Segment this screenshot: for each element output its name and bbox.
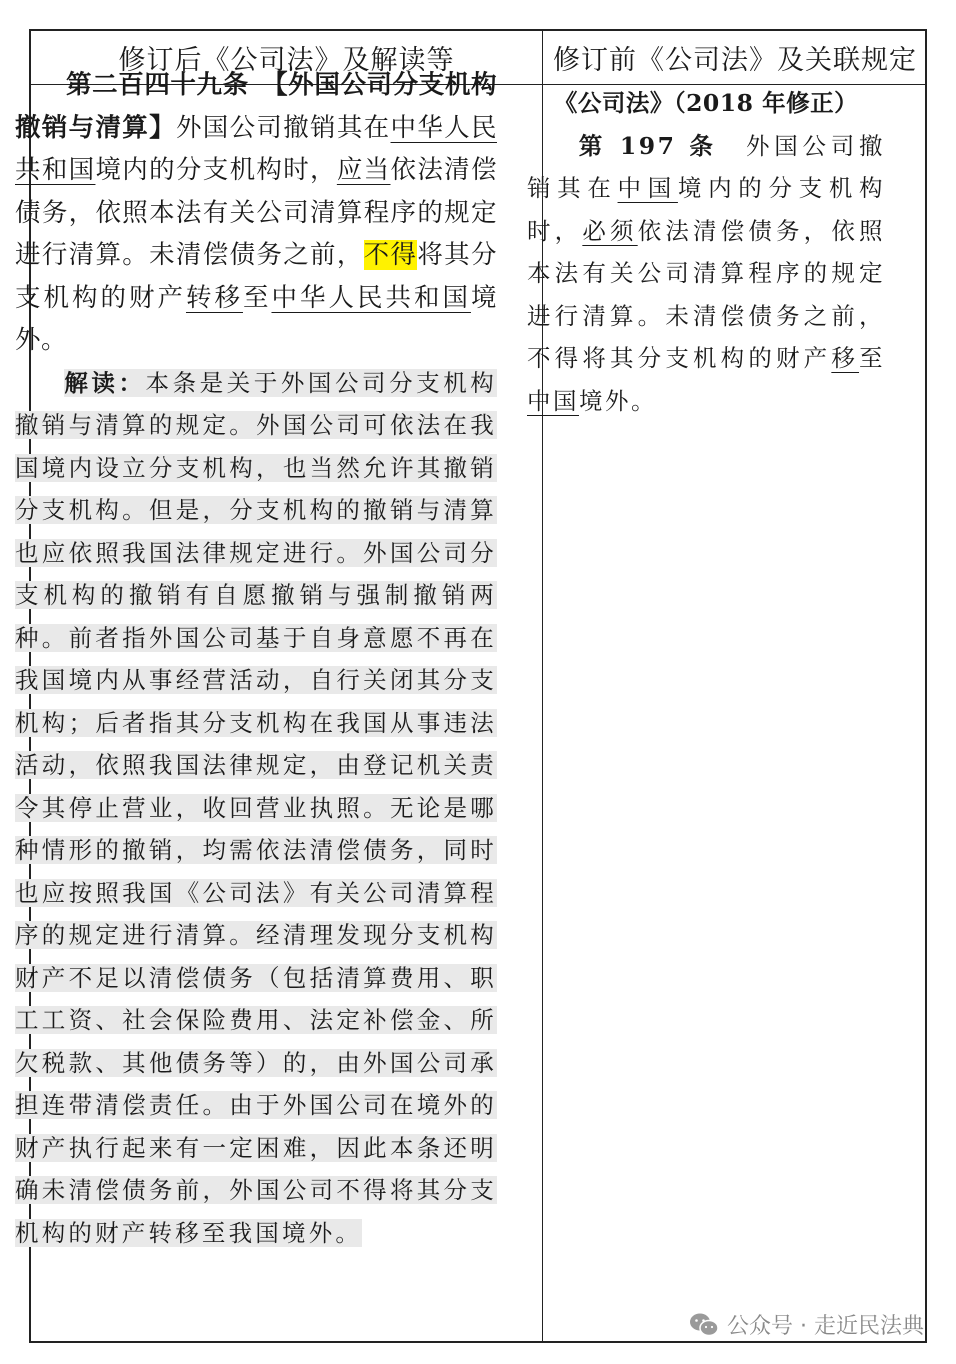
article-text-segment: 外国公司撤销其在 xyxy=(527,131,885,202)
article-text-segment: 至 xyxy=(242,282,272,313)
wechat-icon xyxy=(689,1312,719,1338)
watermark xyxy=(689,1309,924,1340)
underlined-change: 应当 xyxy=(336,155,391,185)
article-text-segment: 依法清偿债务，依照本法有关公司清算程序的规定进行清算。未清偿债务之前， xyxy=(15,155,497,270)
article-text-segment: 境内的分支机构时， xyxy=(95,155,337,185)
revised-article xyxy=(15,64,497,362)
article-text-segment: 依法清偿债务，依照本法有关公司清算程序的规定进行清算。未清偿债务之前，不得将其分支机构的财产 xyxy=(527,216,886,372)
underlined-change: 必须 xyxy=(582,216,638,245)
article-title: 【外国公司分支机构撤销与清算】 xyxy=(15,70,497,143)
interpretation-paragraph xyxy=(15,362,497,1255)
underlined-change: 中华人民共和国 xyxy=(271,282,471,313)
highlighted-text: 不得 xyxy=(363,240,418,270)
article-number: 第二百四十九条 xyxy=(66,70,249,100)
law-version-title: 《公司法》（2018 年修正） xyxy=(553,89,859,117)
article-text-segment: 境内的分支机构时， xyxy=(527,174,886,245)
interpretation-text: 本条是关于外国公司分支机构撤销与清算的规定。外国公司可依法在我国境内设立分支机构，也当然允许其撤销分支机构。但是，分支机构的撤销与清算也应依照我国法律规定进行。外国公司分支机构的撤销有自愿撤销与强制撤销两种。前者指外国公司基于自身意愿不再在我国境内从事经营活动，自行关闭其分支机构；后者指其分支机构在我国从事违法活动，依照我国法律规定，由登记机关责令其停止营业，收回营业执照。无论是哪种情形的撤销，均需依法清偿债务，同时也应按照我国《公司法》有关公司清算程序的规定进行清算。经清理发现分支机构财产不足以清偿债务（包括清算费用、职工工资、社会保险费用、法定补偿金、所欠税款、其他债务等）的，由外国公司承担连带清偿责任。由于外国公司在境外的财产执行起来有一定困难，因此本条还明确未清偿债务前，外国公司不得将其分支机构的财产转移至我国境外。 xyxy=(15,368,497,1247)
underlined-change: 中国 xyxy=(527,386,579,415)
article-text-segment: 外国公司撤销其在 xyxy=(175,112,391,143)
article-text-segment: 境外。 xyxy=(15,282,497,355)
watermark-text: 公众号 · 走近民法典 xyxy=(727,1314,924,1339)
article-text-segment: 境外。 xyxy=(579,386,657,415)
revised-law-cell xyxy=(15,64,497,1254)
header-original-title: 修订前《公司法》及关联规定 xyxy=(553,45,917,76)
interpretation-label: 解读： xyxy=(64,368,146,397)
article-number: 第 197 条 xyxy=(578,131,718,160)
underlined-change: 转移 xyxy=(185,282,243,313)
original-article xyxy=(527,125,885,423)
underlined-change: 中国 xyxy=(617,174,678,202)
article-text-segment: 将其分支机构的财产 xyxy=(15,240,497,313)
underlined-change: 移 xyxy=(831,344,860,372)
original-law-cell xyxy=(527,88,885,422)
article-text-segment: 至 xyxy=(859,344,886,372)
underlined-change: 中华人民共和国 xyxy=(15,112,497,185)
header-revised-title: 修订后《公司法》及解读等 xyxy=(118,45,455,76)
